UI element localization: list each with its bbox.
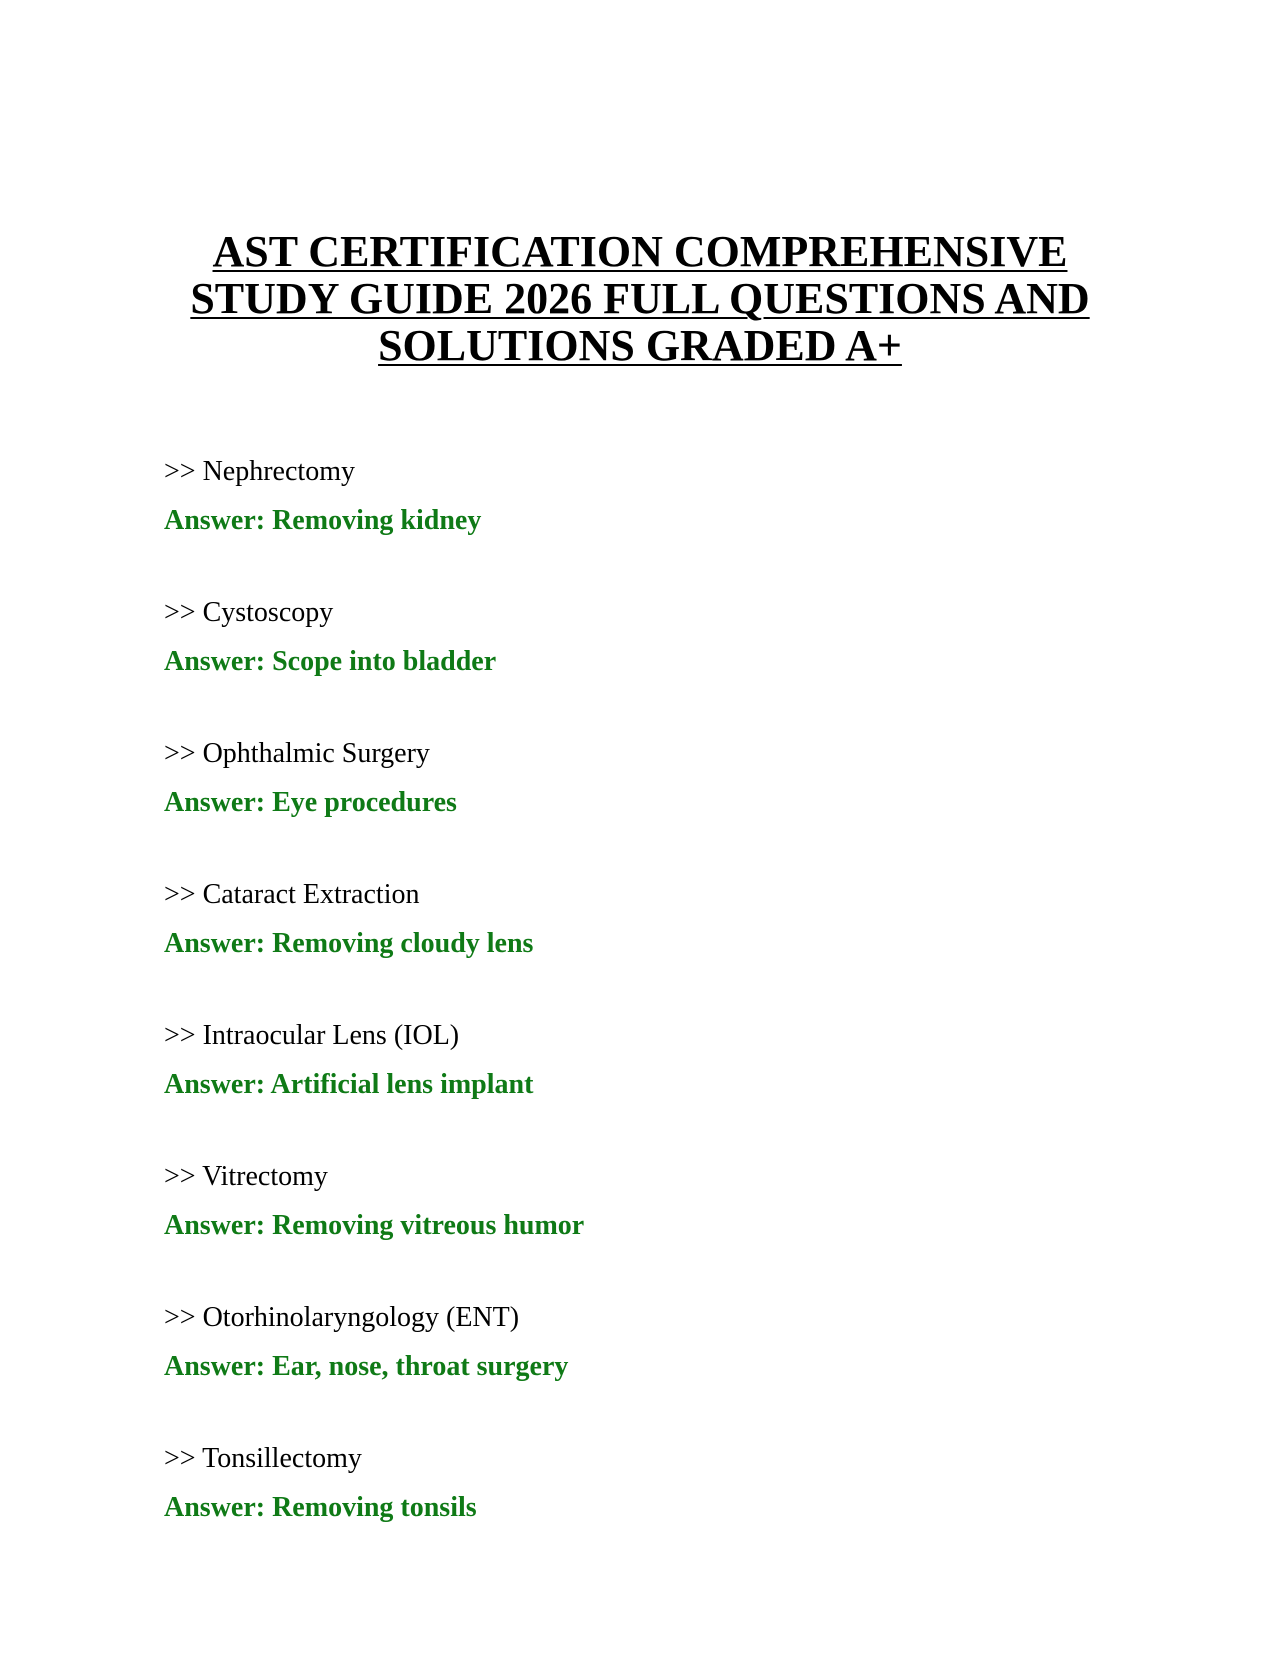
qa-item [164,878,1164,1019]
document-title [140,228,1140,369]
question-text: >> Nephrectomy [164,456,355,487]
qa-item [164,596,1164,737]
question-answer-list [164,455,1164,1583]
qa-item [164,1160,1164,1301]
answer-text: Answer: Scope into bladder [164,646,497,677]
qa-item [164,1301,1164,1442]
answer-text: Answer: Removing kidney [164,505,482,536]
question-text: >> Cataract Extraction [164,879,420,910]
question-text: >> Cystoscopy [164,597,334,628]
answer-text: Answer: Artificial lens implant [164,1069,534,1100]
qa-item [164,737,1164,878]
answer-text: Answer: Removing cloudy lens [164,928,534,959]
answer-text: Answer: Removing vitreous humor [164,1210,585,1241]
qa-item [164,455,1164,596]
question-text: >> Tonsillectomy [164,1443,362,1474]
question-text: >> Vitrectomy [164,1161,328,1192]
qa-item [164,1442,1164,1583]
title-line-2: STUDY GUIDE 2026 FULL QUESTIONS AND [190,274,1090,323]
answer-text: Answer: Removing tonsils [164,1492,477,1523]
answer-text: Answer: Ear, nose, throat surgery [164,1351,569,1382]
question-text: >> Intraocular Lens (IOL) [164,1020,460,1051]
question-text: >> Ophthalmic Surgery [164,738,430,769]
question-text: >> Otorhinolaryngology (ENT) [164,1302,520,1333]
title-line-3: SOLUTIONS GRADED A+ [378,321,902,370]
answer-text: Answer: Eye procedures [164,787,457,818]
title-line-1: AST CERTIFICATION COMPREHENSIVE [212,227,1068,276]
qa-item [164,1019,1164,1160]
